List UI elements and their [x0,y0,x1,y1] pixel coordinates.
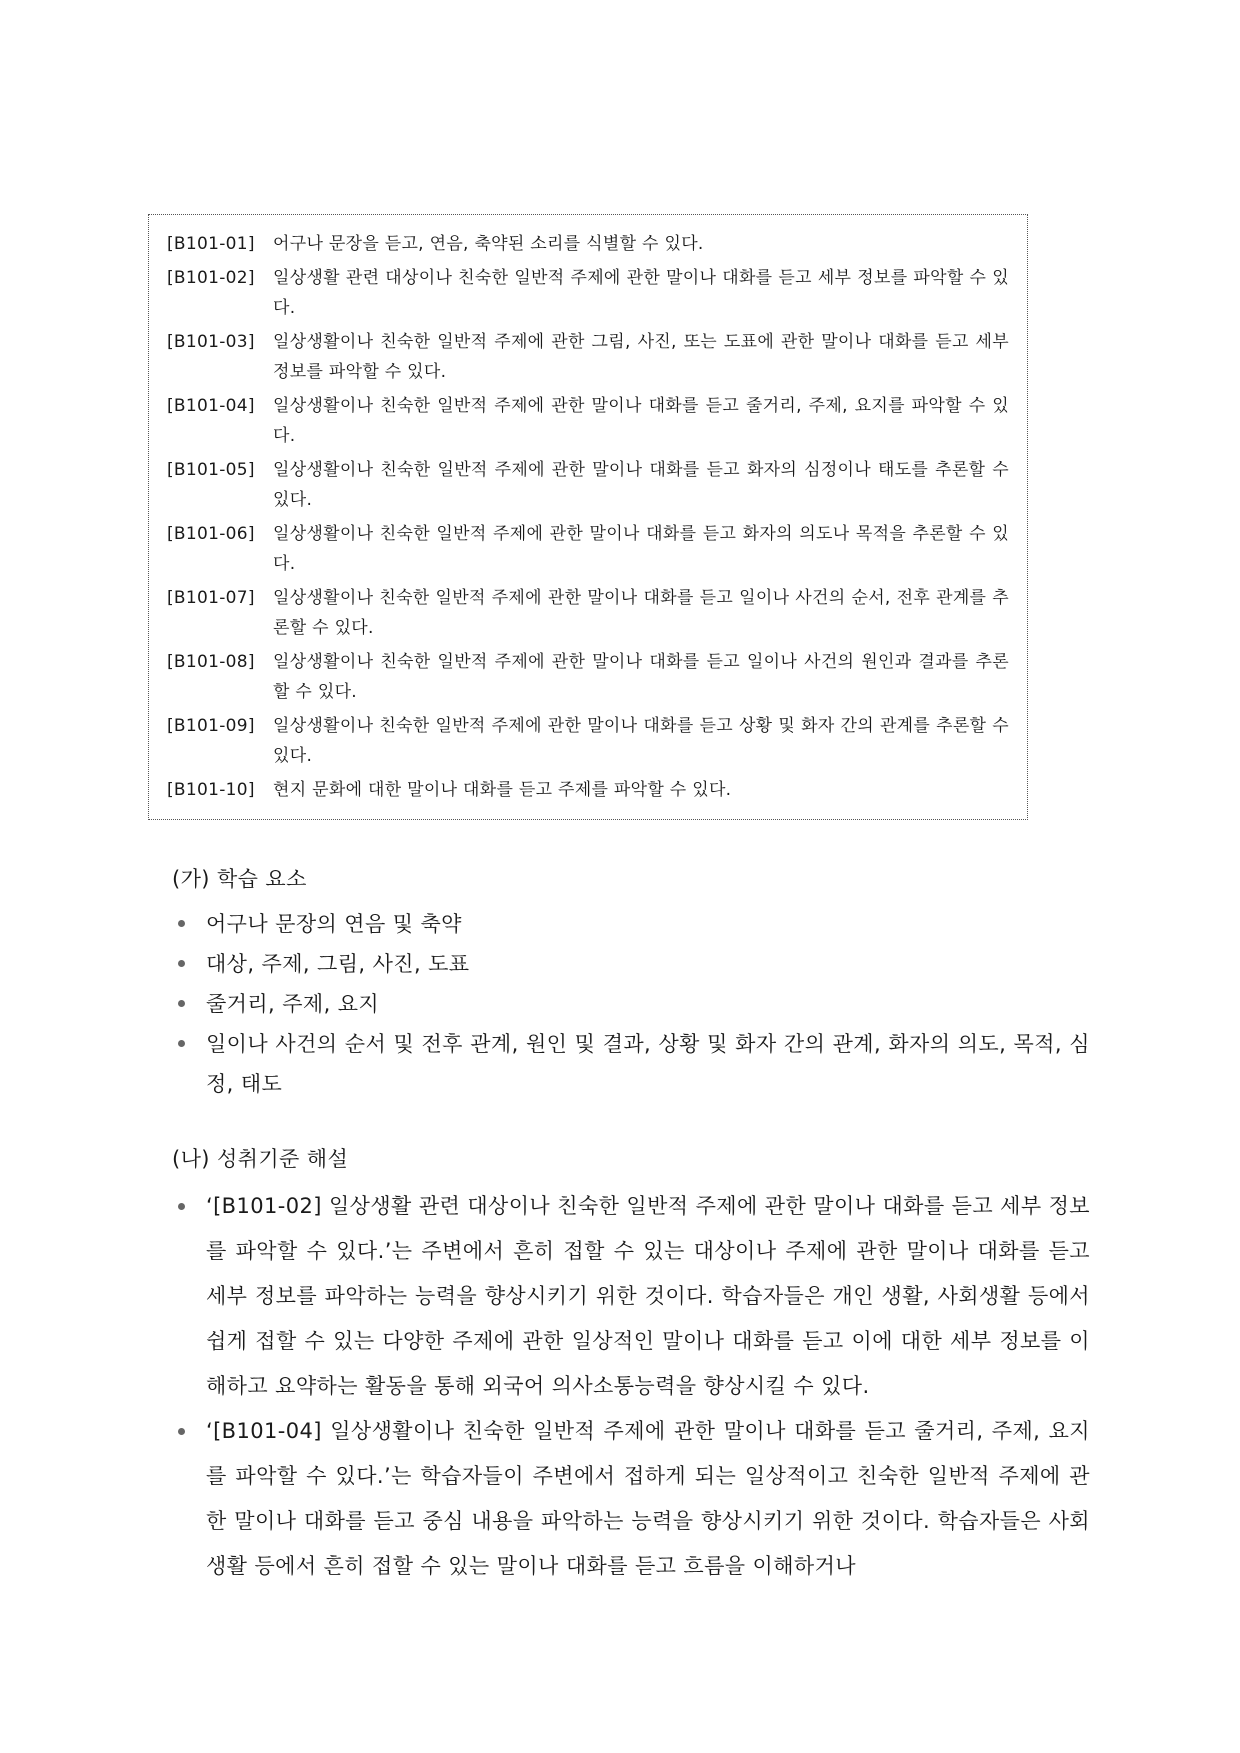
list-item [172,1184,1090,1409]
standard-text: 일상생활이나 친숙한 일반적 주제에 관한 그림, 사진, 또는 도표에 관한 말이나 대화를 듣고 세부 정보를 파악할 수 있다. [273,332,1009,382]
standard-item [167,327,1009,387]
standard-item [167,711,1009,771]
standard-text: 일상생활이나 친숙한 일반적 주제에 관한 말이나 대화를 듣고 상황 및 화자 간의 관계를 추론할 수 있다. [273,716,1009,766]
list-item [172,944,1090,984]
list-item-text: ‘[B101-02] 일상생활 관련 대상이나 친숙한 일반적 주제에 관한 말이나 대화를 듣고 세부 정보를 파악할 수 있다.’는 주변에서 흔히 접할 수 있는 대상이나 주제에 관한 말이나 대화를 듣고 세부 정보를 파악하는 능력을 향상시키기 위한 것이다. 학습자들은 개인 생활, 사회생활 등에서 쉽게 접할 수 있는 다양한 주제에 관한 일상적인 말이나 대화를 듣고 이에 대한 세부 정보를 이해하고 요약하는 활동을 통해 외국어 의사소통능력을 향상시킬 수 있다. [206,1194,1090,1398]
learning-elements-section [172,862,1090,1104]
explanation-heading: (나) 성취기준 해설 [172,1147,349,1171]
standard-item [167,455,1009,515]
standard-code: [B101-02] [167,268,255,288]
bullet-icon [178,920,185,927]
bullet-icon [178,1203,185,1210]
standard-text: 현지 문화에 대한 말이나 대화를 듣고 주제를 파악할 수 있다. [273,780,732,800]
standard-text: 일상생활이나 친숙한 일반적 주제에 관한 말이나 대화를 듣고 일이나 사건의 순서, 전후 관계를 추론할 수 있다. [273,588,1009,638]
list-item [172,1409,1090,1589]
bullet-icon [178,1428,185,1435]
standard-item [167,775,1009,805]
standard-code: [B101-05] [167,460,255,480]
standard-code: [B101-01] [167,234,255,254]
standard-item [167,583,1009,643]
list-item-text: 어구나 문장의 연음 및 축약 [206,912,462,936]
learning-elements-heading: (가) 학습 요소 [172,867,307,891]
standard-code: [B101-06] [167,524,255,544]
explanation-section [172,1142,1090,1589]
standard-text: 일상생활이나 친숙한 일반적 주제에 관한 말이나 대화를 듣고 화자의 의도나 목적을 추론할 수 있다. [273,524,1009,574]
explanation-list [172,1184,1090,1589]
list-item [172,984,1090,1024]
list-item-text: 줄거리, 주제, 요지 [206,992,380,1016]
bullet-icon [178,1040,185,1047]
list-item-text: 일이나 사건의 순서 및 전후 관계, 원인 및 결과, 상황 및 화자 간의 관계, 화자의 의도, 목적, 심정, 태도 [206,1032,1090,1096]
achievement-standards-box [148,214,1028,820]
standard-text: 일상생활 관련 대상이나 친숙한 일반적 주제에 관한 말이나 대화를 듣고 세부 정보를 파악할 수 있다. [273,268,1009,318]
standard-item [167,263,1009,323]
standard-text: 일상생활이나 친숙한 일반적 주제에 관한 말이나 대화를 듣고 줄거리, 주제, 요지를 파악할 수 있다. [273,396,1009,446]
standard-item [167,647,1009,707]
standard-code: [B101-03] [167,332,255,352]
standard-code: [B101-10] [167,780,255,800]
bullet-icon [178,960,185,967]
standard-code: [B101-04] [167,396,255,416]
list-item-text: 대상, 주제, 그림, 사진, 도표 [206,952,470,976]
standard-code: [B101-09] [167,716,255,736]
standard-text: 어구나 문장을 듣고, 연음, 축약된 소리를 식별할 수 있다. [273,234,704,254]
list-item [172,904,1090,944]
standard-item [167,229,1009,259]
standard-text: 일상생활이나 친숙한 일반적 주제에 관한 말이나 대화를 듣고 화자의 심정이나 태도를 추론할 수 있다. [273,460,1009,510]
list-item-text: ‘[B101-04] 일상생활이나 친숙한 일반적 주제에 관한 말이나 대화를 듣고 줄거리, 주제, 요지를 파악할 수 있다.’는 학습자들이 주변에서 접하게 되는 일상적이고 친숙한 일반적 주제에 관한 말이나 대화를 듣고 중심 내용을 파악하는 능력을 향상시키기 위한 것이다. 학습자들은 사회생활 등에서 흔히 접할 수 있는 말이나 대화를 듣고 흐름을 이해하거나 [206,1419,1090,1578]
standard-code: [B101-07] [167,588,255,608]
bullet-icon [178,1000,185,1007]
list-item [172,1024,1090,1104]
standard-text: 일상생활이나 친숙한 일반적 주제에 관한 말이나 대화를 듣고 일이나 사건의 원인과 결과를 추론할 수 있다. [273,652,1009,702]
standard-item [167,519,1009,579]
learning-elements-list [172,904,1090,1104]
standard-code: [B101-08] [167,652,255,672]
standard-item [167,391,1009,451]
